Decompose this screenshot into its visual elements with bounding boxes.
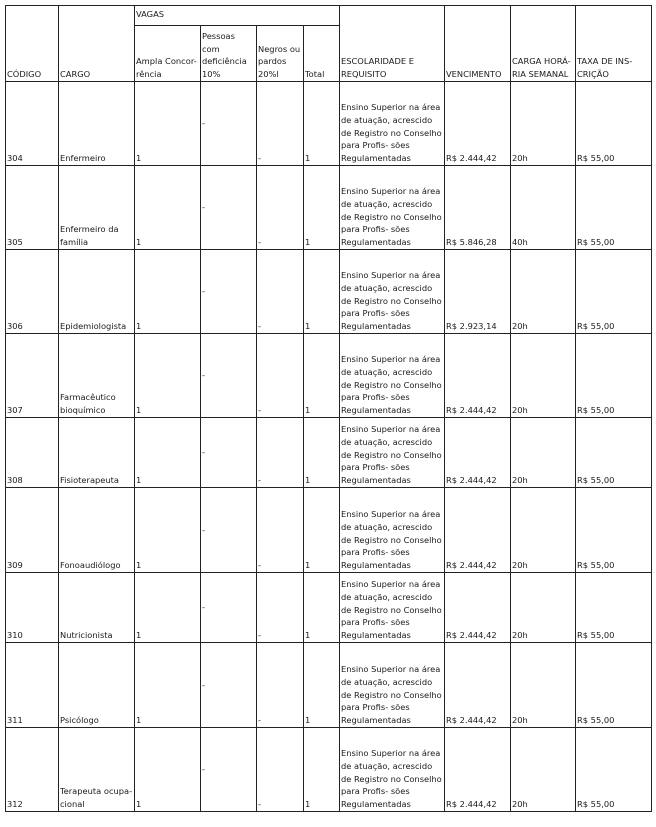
cell-requisito: Ensino Superior na área de atuação, acrescido de Registro no Conselho para Profis- sões Regulamentadas	[340, 418, 445, 488]
header-escolaridade: ESCOLARIDADE E REQUISITO	[340, 6, 445, 82]
cell-carga: 20h	[511, 488, 576, 573]
cell-pcd: -	[201, 334, 257, 418]
cell-cargo: Enfermeiro da família	[59, 166, 135, 250]
cell-codigo: 306	[6, 250, 59, 334]
header-negros: Negros ou pardos 20%l	[257, 26, 304, 82]
cell-codigo: 310	[6, 573, 59, 643]
cell-taxa: R$ 55,00	[576, 573, 652, 643]
cell-ampla: 1	[135, 488, 201, 573]
table-row	[6, 334, 652, 418]
cell-vencimento: R$ 5.846,28	[445, 166, 511, 250]
cell-requisito: Ensino Superior na área de atuação, acrescido de Registro no Conselho para Profis- sões Regulamentadas	[340, 166, 445, 250]
cell-carga: 20h	[511, 250, 576, 334]
cell-cargo: Enfermeiro	[59, 82, 135, 166]
cell-carga: 20h	[511, 82, 576, 166]
cell-negros: -	[257, 82, 304, 166]
cell-carga: 20h	[511, 418, 576, 488]
table-row	[6, 573, 652, 643]
cell-cargo: Farmacêutico bioquímico	[59, 334, 135, 418]
cell-carga: 20h	[511, 643, 576, 728]
vacancy-table	[5, 5, 652, 812]
header-cargo: CARGO	[59, 6, 135, 82]
cell-pcd: -	[201, 643, 257, 728]
cell-cargo: Epidemiologista	[59, 250, 135, 334]
cell-requisito: Ensino Superior na área de atuação, acrescido de Registro no Conselho para Profis- sões Regulamentadas	[340, 82, 445, 166]
cell-ampla: 1	[135, 334, 201, 418]
header-carga: CARGA HORÁ- RIA SEMANAL	[511, 6, 576, 82]
cell-negros: -	[257, 166, 304, 250]
header-vencimento: VENCIMENTO	[445, 6, 511, 82]
cell-cargo: Fisioterapeuta	[59, 418, 135, 488]
cell-carga: 20h	[511, 728, 576, 812]
cell-ampla: 1	[135, 573, 201, 643]
cell-requisito: Ensino Superior na área de atuação, acrescido de Registro no Conselho para Profis- sões Regulamentadas	[340, 250, 445, 334]
cell-taxa: R$ 55,00	[576, 334, 652, 418]
cell-total: 1	[304, 82, 340, 166]
cell-cargo: Fonoaudiólogo	[59, 488, 135, 573]
cell-pcd: -	[201, 418, 257, 488]
cell-requisito: Ensino Superior na área de atuação, acrescido de Registro no Conselho para Profis- sões Regulamentadas	[340, 573, 445, 643]
cell-total: 1	[304, 488, 340, 573]
header-taxa: TAXA DE INS- CRIÇÃO	[576, 6, 652, 82]
cell-cargo: Nutricionista	[59, 573, 135, 643]
cell-pcd: -	[201, 573, 257, 643]
cell-pcd: -	[201, 82, 257, 166]
cell-codigo: 312	[6, 728, 59, 812]
cell-negros: -	[257, 418, 304, 488]
cell-total: 1	[304, 573, 340, 643]
cell-taxa: R$ 55,00	[576, 488, 652, 573]
table-row	[6, 250, 652, 334]
cell-vencimento: R$ 2.923,14	[445, 250, 511, 334]
cell-taxa: R$ 55,00	[576, 643, 652, 728]
cell-requisito: Ensino Superior na área de atuação, acrescido de Registro no Conselho para Profis- sões Regulamentadas	[340, 643, 445, 728]
cell-total: 1	[304, 334, 340, 418]
cell-requisito: Ensino Superior na área de atuação, acrescido de Registro no Conselho para Profis- sões Regulamentadas	[340, 334, 445, 418]
cell-pcd: -	[201, 488, 257, 573]
header-total: Total	[304, 26, 340, 82]
cell-negros: -	[257, 573, 304, 643]
cell-vencimento: R$ 2.444,42	[445, 643, 511, 728]
cell-vencimento: R$ 2.444,42	[445, 488, 511, 573]
cell-vencimento: R$ 2.444,42	[445, 728, 511, 812]
cell-requisito: Ensino Superior na área de atuação, acrescido de Registro no Conselho para Profis- sões Regulamentadas	[340, 728, 445, 812]
cell-ampla: 1	[135, 82, 201, 166]
cell-pcd: -	[201, 166, 257, 250]
cell-codigo: 305	[6, 166, 59, 250]
cell-pcd: -	[201, 250, 257, 334]
table-row	[6, 82, 652, 166]
table-row	[6, 643, 652, 728]
table-row	[6, 488, 652, 573]
cell-negros: -	[257, 488, 304, 573]
cell-vencimento: R$ 2.444,42	[445, 334, 511, 418]
cell-ampla: 1	[135, 643, 201, 728]
table-row	[6, 418, 652, 488]
cell-cargo: Terapeuta ocupa- cional	[59, 728, 135, 812]
table-row	[6, 166, 652, 250]
cell-codigo: 311	[6, 643, 59, 728]
header-pcd: Pessoas com deficiência 10%	[201, 26, 257, 82]
cell-pcd: -	[201, 728, 257, 812]
cell-negros: -	[257, 250, 304, 334]
cell-total: 1	[304, 418, 340, 488]
cell-vencimento: R$ 2.444,42	[445, 573, 511, 643]
cell-requisito: Ensino Superior na área de atuação, acrescido de Registro no Conselho para Profis- sões Regulamentadas	[340, 488, 445, 573]
cell-ampla: 1	[135, 166, 201, 250]
cell-vencimento: R$ 2.444,42	[445, 418, 511, 488]
cell-vencimento: R$ 2.444,42	[445, 82, 511, 166]
cell-carga: 20h	[511, 334, 576, 418]
header-ampla: Ampla Concor- rência	[135, 26, 201, 82]
cell-taxa: R$ 55,00	[576, 82, 652, 166]
table-row	[6, 728, 652, 812]
cell-total: 1	[304, 166, 340, 250]
header-vagas: VAGAS	[135, 6, 340, 26]
header-codigo: CÓDIGO	[6, 6, 59, 82]
cell-taxa: R$ 55,00	[576, 728, 652, 812]
cell-negros: -	[257, 334, 304, 418]
cell-total: 1	[304, 728, 340, 812]
cell-cargo: Psicólogo	[59, 643, 135, 728]
cell-taxa: R$ 55,00	[576, 166, 652, 250]
cell-codigo: 307	[6, 334, 59, 418]
cell-negros: -	[257, 728, 304, 812]
cell-codigo: 308	[6, 418, 59, 488]
cell-ampla: 1	[135, 728, 201, 812]
cell-codigo: 304	[6, 82, 59, 166]
cell-total: 1	[304, 643, 340, 728]
cell-carga: 20h	[511, 573, 576, 643]
cell-ampla: 1	[135, 250, 201, 334]
cell-ampla: 1	[135, 418, 201, 488]
cell-carga: 40h	[511, 166, 576, 250]
cell-taxa: R$ 55,00	[576, 250, 652, 334]
cell-total: 1	[304, 250, 340, 334]
cell-taxa: R$ 55,00	[576, 418, 652, 488]
cell-codigo: 309	[6, 488, 59, 573]
cell-negros: -	[257, 643, 304, 728]
